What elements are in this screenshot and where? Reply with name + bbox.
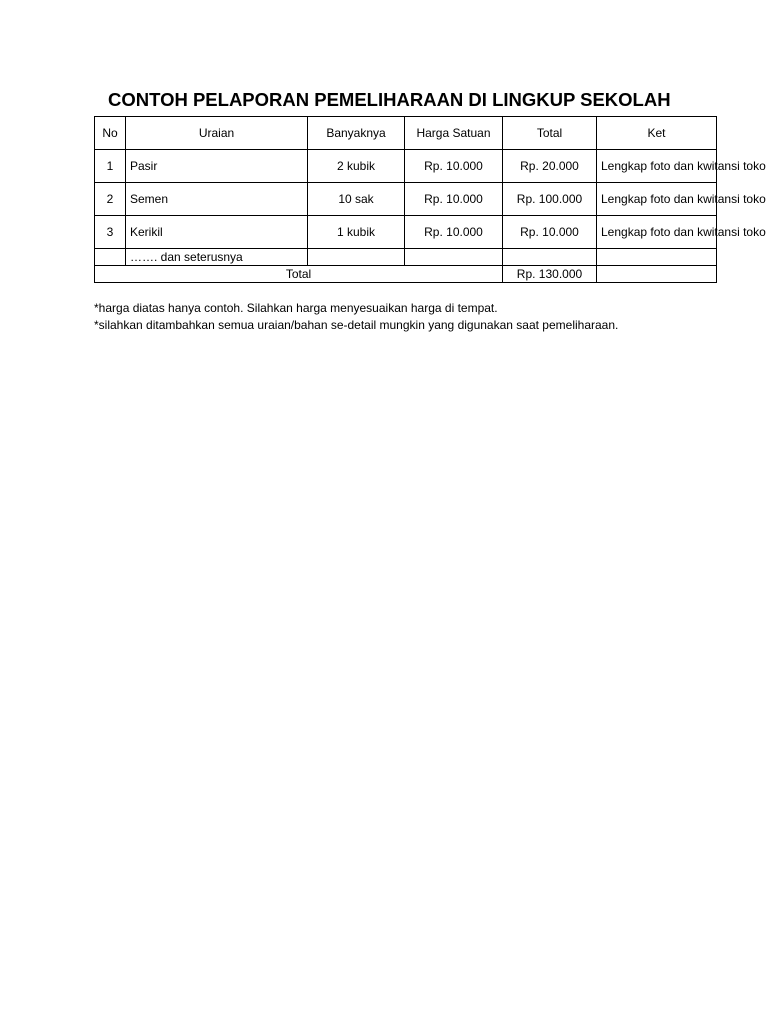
cell-no: 3 xyxy=(95,216,126,249)
cell-ket: Lengkap foto dan kwitansi toko xyxy=(597,216,717,249)
cell-total: Rp. 10.000 xyxy=(503,216,597,249)
cell-banyaknya: 10 sak xyxy=(308,183,405,216)
cell-empty xyxy=(308,249,405,266)
cell-ket: Lengkap foto dan kwitansi toko xyxy=(597,183,717,216)
page-title: CONTOH PELAPORAN PEMELIHARAAN DI LINGKUP SEKOLAH xyxy=(108,89,671,110)
table-header-row xyxy=(95,117,717,150)
continuation-row xyxy=(95,249,717,266)
table-row xyxy=(95,150,717,183)
cell-total: Rp. 20.000 xyxy=(503,150,597,183)
footnote-detail: *silahkan ditambahkan semua uraian/bahan se-detail mungkin yang digunakan saat pemeliharaan. xyxy=(94,318,619,332)
cell-no-empty xyxy=(95,249,126,266)
table-row xyxy=(95,183,717,216)
cell-banyaknya: 1 kubik xyxy=(308,216,405,249)
cell-harga-satuan: Rp. 10.000 xyxy=(405,183,503,216)
cell-uraian: Pasir xyxy=(126,150,308,183)
total-label: Total xyxy=(95,266,503,283)
cell-no: 2 xyxy=(95,183,126,216)
footnotes xyxy=(94,300,618,334)
cell-banyaknya: 2 kubik xyxy=(308,150,405,183)
header-total: Total xyxy=(503,117,597,150)
header-uraian: Uraian xyxy=(126,117,308,150)
continuation-text: ……. dan seterusnya xyxy=(126,249,308,266)
footnote-price: *harga diatas hanya contoh. Silahkan harga menyesuaikan harga di tempat. xyxy=(94,301,498,315)
cell-uraian: Kerikil xyxy=(126,216,308,249)
cell-harga-satuan: Rp. 10.000 xyxy=(405,216,503,249)
table-row xyxy=(95,216,717,249)
total-value: Rp. 130.000 xyxy=(503,266,597,283)
maintenance-report-table xyxy=(94,116,766,283)
cell-empty xyxy=(597,249,717,266)
cell-ket: Lengkap foto dan kwitansi toko xyxy=(597,150,717,183)
cell-empty xyxy=(597,266,717,283)
total-row xyxy=(95,266,717,283)
header-ket: Ket xyxy=(597,117,717,150)
cell-uraian: Semen xyxy=(126,183,308,216)
header-harga-satuan: Harga Satuan xyxy=(405,117,503,150)
cell-no: 1 xyxy=(95,150,126,183)
cell-total: Rp. 100.000 xyxy=(503,183,597,216)
cell-harga-satuan: Rp. 10.000 xyxy=(405,150,503,183)
header-no: No xyxy=(95,117,126,150)
header-banyaknya: Banyaknya xyxy=(308,117,405,150)
cell-empty xyxy=(405,249,503,266)
cell-empty xyxy=(503,249,597,266)
